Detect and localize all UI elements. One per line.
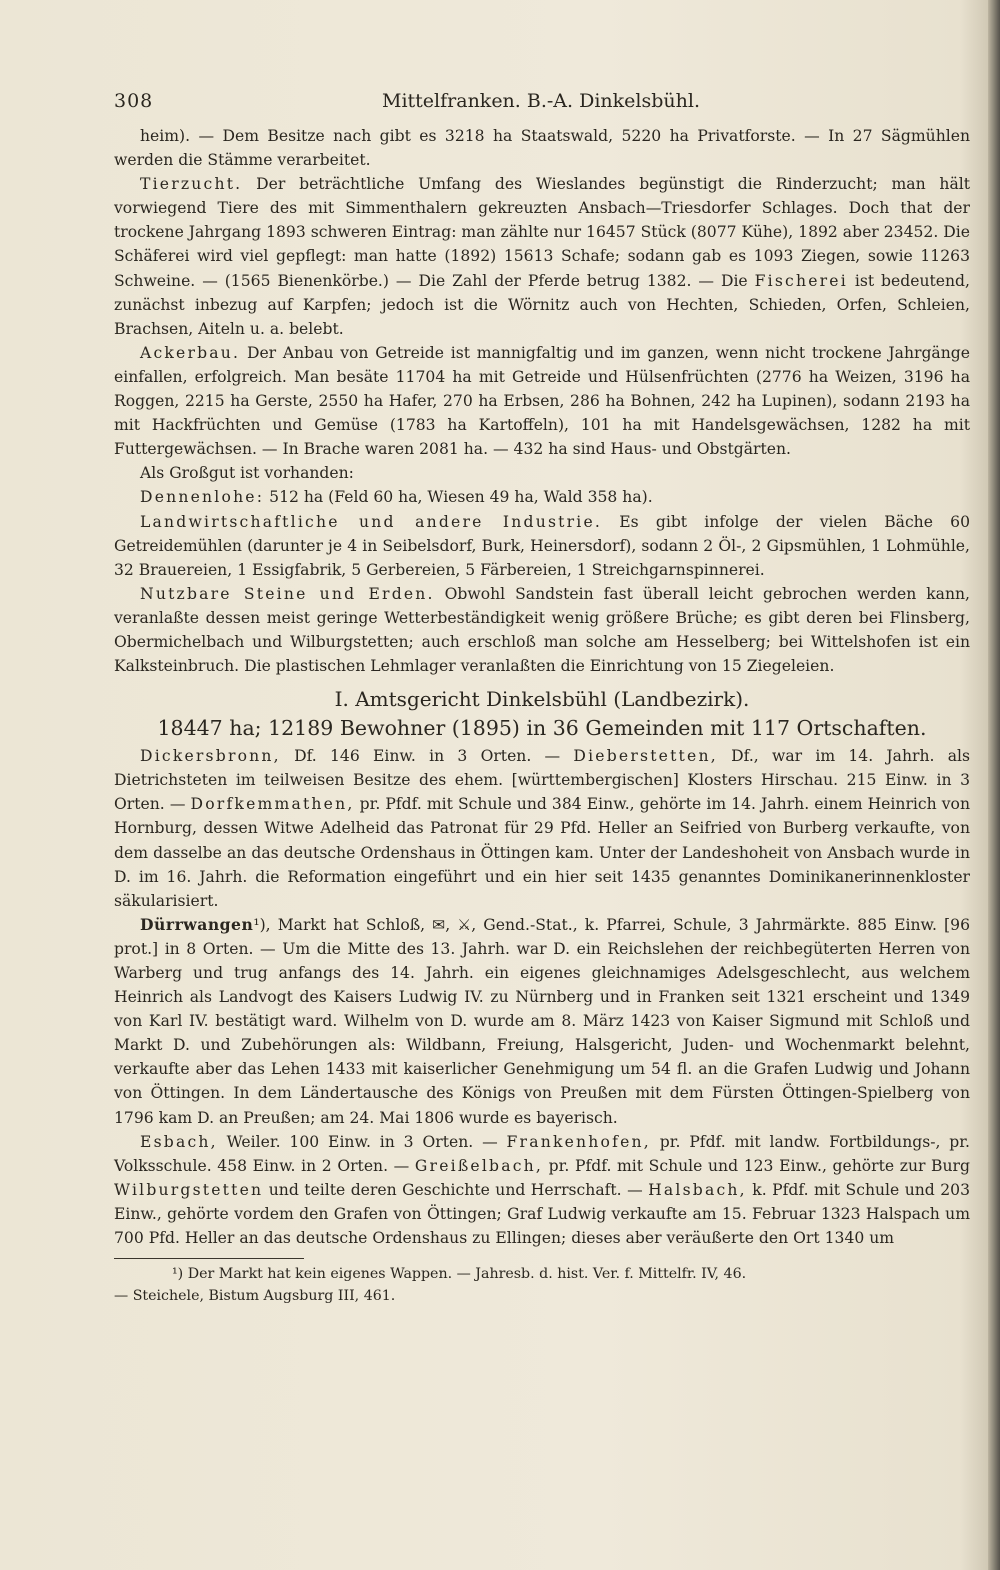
bold-heading: Dürrwangen xyxy=(140,914,254,934)
entry-paragraph xyxy=(114,1130,970,1250)
text-run: Weiler. 100 Einw. in 3 Orten. — xyxy=(217,1132,507,1151)
spaced-heading: Tierzucht. xyxy=(140,175,243,194)
entry-paragraph xyxy=(114,913,970,1130)
spaced-heading: Dieberstetten, xyxy=(573,747,718,766)
body-paragraphs xyxy=(114,124,970,678)
section-subtitle: 18447 ha; 12189 Bewohner (1895) in 36 Gemeinden mit 117 Ortschaften. xyxy=(157,716,927,741)
spaced-heading: Esbach, xyxy=(140,1132,218,1151)
paragraph xyxy=(114,485,970,509)
text-run: Der beträchtliche Umfang des Wieslandes begünstigt die Rinderzucht; man hält vorwiegend Tiere des mit Simmenthalern gekreuzten Ansbach—Triesdorfer Schlages. Doch that der trockene Jahrgang 1893 schweren Eintrag: man zählte nur 16457 Stück (8077 Kühe), 1892 aber 23452. Die Schäferei wird viel gepflegt: man hatte (1892) 15613 Schafe; sodann gab es 1093 Ziegen, sowie 11263 Schweine. — (1565 Bienenkörbe.) — Die Zahl der Pferde betrug 1382. — Die xyxy=(114,175,970,290)
text-run: Der Anbau von Getreide ist mannigfaltig und im ganzen, wenn nicht trockene Jahrgänge einfallen, erfolgreich. Man besäte 11704 ha mit Getreide und Hülsenfrüchten (2776 ha Weizen, 3196 ha Roggen, 2215 ha Gerste, 2550 ha Hafer, 270 ha Erbsen, 286 ha Bohnen, 242 ha Lupinen), sodann 2193 ha mit Hackfrüchten und Gemüse (1783 ha Kartoffeln), 101 ha mit Handelsgewächsen, 1282 ha mit Futtergewächsen. — In Brache waren 2081 ha. — 432 ha sind Haus- und Obstgärten. xyxy=(114,343,970,459)
paragraph xyxy=(114,582,970,678)
text-run: 512 ha (Feld 60 ha, Wiesen 49 ha, Wald 358 ha). xyxy=(264,488,653,507)
text-run: und teilte deren Geschichte und Herrschaft. — xyxy=(263,1180,649,1199)
paragraph xyxy=(114,510,970,582)
footnote-rule xyxy=(114,1258,304,1259)
page-content xyxy=(114,90,970,1307)
spaced-heading: Ackerbau. xyxy=(140,343,241,362)
text-run: Als Großgut ist vorhanden: xyxy=(140,464,354,483)
page-header xyxy=(114,90,970,124)
text-run: ist bedeutend, zunächst inbezug auf Karpfen; jedoch ist die Wörnitz auch von Hechten, Schieden, Orfen, Schleien, Brachsen, Aiteln u. a. belebt. xyxy=(114,271,970,338)
footnote: ¹) Der Markt hat kein eigenes Wappen. — Jahresb. d. hist. Ver. f. Mittelfr. IV, 46. xyxy=(172,1266,747,1283)
text-run: ¹), Markt hat Schloß, ✉, ⚔, Gend.-Stat., k. Pfarrei, Schule, 3 Jahrmärkte. 885 Einw. [96 prot.] in 8 Orten. — Um die Mitte des 13. Jahrh. war D. ein Reichslehen der reichbegüterten Herren von Warberg und trug anfangs des 14. Jahrh. ein eigenes gleichnamiges Adelsgeschlecht, aus welchem Heinrich als Landvogt des Kaisers Ludwig IV. zu Nürnberg und in Franken seit 1321 erscheint und 1349 von Karl IV. bestätigt ward. Wilhelm von D. wurde am 8. März 1423 von Kaiser Sigmund mit Schloß und Markt D. und Zubehörungen als: Wildbann, Freiung, Halsgericht, Juden- und Wochenmarkt belehnt, verkaufte aber das Lehen 1433 mit kaiserlicher Genehmigung um 54 fl. an die Grafen Ludwig und Johann von Öttingen. In dem Ländertausche des Königs von Preußen mit dem Fürsten Öttingen-Spielberg von 1796 kam D. an Preußen; am 24. Mai 1806 wurde es bayerisch. xyxy=(114,915,970,1127)
spaced-heading: Landwirtschaftliche und andere Industrie. xyxy=(140,512,603,531)
running-title: Mittelfranken. B.-A. Dinkelsbühl. xyxy=(382,90,700,112)
spaced-heading: Dickersbronn, xyxy=(140,747,281,766)
text-run: heim). — Dem Besitze nach gibt es 3218 ha Staatswald, 5220 ha Privatforste. — In 27 Sägmühlen werden die Stämme verarbeitet. xyxy=(114,127,970,170)
spaced-heading: Greißelbach, xyxy=(414,1156,544,1175)
page-number: 308 xyxy=(114,90,154,112)
text-run: pr. Pfdf. mit Schule und 384 Einw., gehörte im 14. Jahrh. einem Heinrich von Hornburg, dessen Witwe Adelheid das Patronat für 29 Pfd. Heller an Seifried von Burberg verkaufte, von dem dasselbe an das deutsche Ordenshaus in Öttingen kam. Unter der Landeshoheit von Ansbach wurde in D. im 16. Jahrh. die Reformation eingeführt und ein hier seit 1435 genanntes Dominikanerinnenkloster säkularisiert. xyxy=(114,795,970,910)
spaced-heading: Dorfkemmathen, xyxy=(190,795,355,814)
footnotes xyxy=(114,1263,970,1307)
paragraph xyxy=(114,341,970,461)
text-run: Df., war im 14. Jahrh. als Dietrichsteten im teilweisen Besitze des ehem. [württembergischen] Klosters Hirschau. 215 Einw. in 3 Orten. — xyxy=(114,747,970,814)
book-spine-shadow xyxy=(988,0,1000,1570)
section-title: I. Amtsgericht Dinkelsbühl (Landbezirk). xyxy=(334,687,750,712)
text-run: Df. 146 Einw. in 3 Orten. — xyxy=(280,747,574,766)
gazetteer-entries xyxy=(114,744,970,1250)
paragraph xyxy=(114,461,970,485)
spaced-heading: Dennenlohe: xyxy=(140,488,265,507)
footnote: — Steichele, Bistum Augsburg III, 461. xyxy=(114,1288,396,1305)
text-run: pr. Pfdf. mit Schule und 123 Einw., gehörte zur Burg xyxy=(543,1156,970,1175)
spaced-heading: Fischerei xyxy=(754,271,848,290)
spaced-heading: Frankenhofen, xyxy=(506,1132,651,1151)
text-run: pr. Pfdf. mit landw. Fortbildungs-, pr. Volksschule. 458 Einw. in 2 Orten. — xyxy=(114,1132,970,1175)
paragraph xyxy=(114,124,970,172)
paragraph xyxy=(114,172,970,341)
spaced-heading: Halsbach, xyxy=(648,1180,747,1199)
spaced-heading: Nutzbare Steine und Erden. xyxy=(140,584,435,603)
text-run: Obwohl Sandstein fast überall leicht gebrochen werden kann, veranlaßte dessen meist geringe Wetterbeständigkeit wenig größere Brüche; es gibt deren bei Flinsberg, Obermichelbach und Wilburgstetten; auch erschloß man solche am Hesselberg; bei Wittelshofen ist ein Kalksteinbruch. Die plastischen Lehmlager veranlaßten die Einrichtung von 15 Ziegeleien. xyxy=(114,584,970,676)
entry-paragraph xyxy=(114,744,970,913)
text-run: Es gibt infolge der vielen Bäche 60 Getreidemühlen (darunter je 4 in Seibelsdorf, Burk, Heinersdorf), sodann 2 Öl-, 2 Gipsmühlen, 1 Lohmühle, 32 Brauereien, 1 Essigfabrik, 5 Gerbereien, 5 Färbereien, 1 Streichgarnspinnerei. xyxy=(114,512,970,579)
text-run: k. Pfdf. mit Schule und 203 Einw., gehörte vordem den Grafen von Öttingen; Graf Ludwig verkaufte am 15. Februar 1323 Halspach um 700 Pfd. Heller an das deutsche Ordenshaus zu Ellingen; dieses aber veräußerte den Ort 1340 um xyxy=(114,1180,970,1248)
spaced-heading: Wilburgstetten xyxy=(114,1180,264,1199)
